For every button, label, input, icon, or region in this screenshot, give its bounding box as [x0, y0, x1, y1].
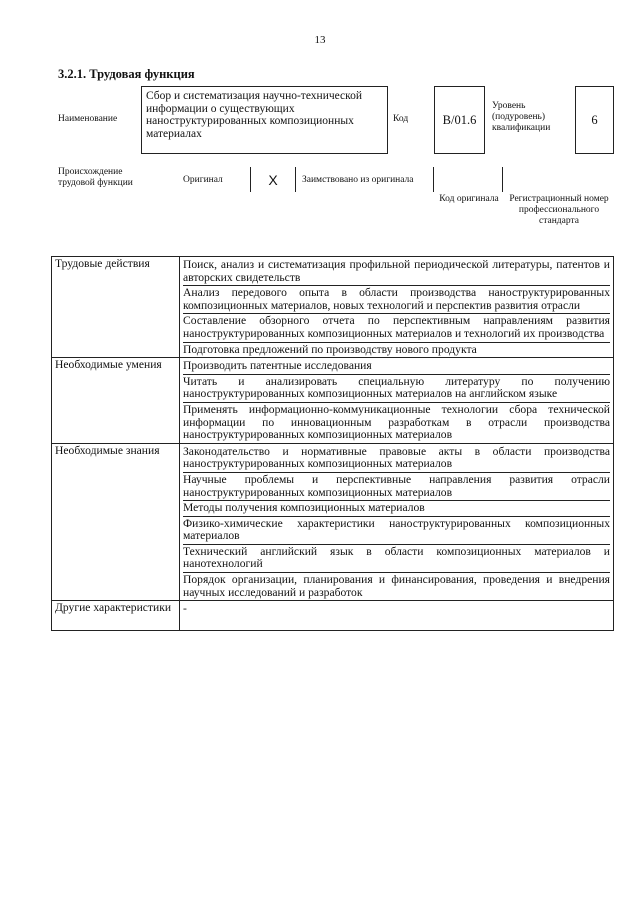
category-label: Другие характеристики	[55, 601, 172, 615]
function-name: Сбор и систематизация научно-технической информации о существующих наноструктурированных композиционных материалах	[146, 90, 363, 140]
list-item: Составление обзорного отчета по перспективным направлениям развития наноструктурированных композиционных материалов и технологий их производства	[183, 314, 610, 342]
items-cell	[180, 358, 614, 444]
table-row	[52, 443, 614, 601]
list-item: Подготовка предложений по производству нового продукта	[183, 342, 477, 356]
category-cell	[52, 358, 180, 444]
items-cell	[180, 443, 614, 601]
level-label: Уровень (подуровень) квалификации	[492, 101, 551, 133]
list-item: Производить патентные исследования	[183, 359, 610, 375]
level-value: 6	[591, 112, 598, 127]
origin-borrowed-cell	[296, 167, 434, 192]
list-item: Законодательство и нормативные правовые акты в области производства наноструктурированных композиционных материалов	[183, 445, 610, 473]
reg-number-cell	[503, 167, 614, 192]
list-item: Порядок организации, планирования и финансирования, проведения и внедрения научных исследований и разработок	[183, 573, 610, 599]
list-item: Методы получения композиционных материалов	[183, 501, 610, 517]
origin-mark-cell	[251, 167, 296, 192]
items-cell	[180, 601, 614, 631]
origin-label: Происхождение трудовой функции	[58, 167, 133, 188]
origin-borrowed: Заимствовано из оригинала	[302, 174, 414, 185]
category-cell	[52, 601, 180, 631]
code-box	[434, 86, 485, 154]
category-label: Необходимые умения	[55, 358, 162, 372]
category-label: Необходимые знания	[55, 443, 160, 457]
caption-reg-number: Регистрационный номер профессионального стандарта	[509, 194, 609, 226]
list-item: Поиск, анализ и систематизация профильной периодической литературы, патентов и авторских свидетельств	[183, 258, 610, 286]
list-item: Физико-химические характеристики наноструктурированных композиционных материалов	[183, 517, 610, 545]
list-item: Применять информационно-коммуникационные технологии сбора технической информации по инновационным разработкам в отрасли производства наноструктурированных композиционных материалов	[183, 402, 610, 442]
list-item: Технический английский язык в области композиционных материалов и нанотехнологий	[183, 545, 610, 573]
origin-row	[177, 167, 614, 192]
caption-code-original: Код оригинала	[439, 194, 499, 204]
origin-original: Оригинал	[183, 174, 223, 185]
function-name-box	[141, 86, 388, 154]
category-cell	[52, 257, 180, 358]
list-item: Научные проблемы и перспективные направления развития отрасли наноструктурированных композиционных материалов	[183, 473, 610, 501]
section-title: 3.2.1. Трудовая функция	[58, 67, 195, 81]
code-value: B/01.6	[442, 112, 477, 127]
list-item: Читать и анализировать специальную литературу по получению наноструктурированных композиционных материалов на английском языке	[183, 375, 610, 403]
list-item: -	[183, 602, 187, 616]
items-cell	[180, 257, 614, 358]
code-label: Код	[393, 114, 409, 124]
table-row	[52, 601, 614, 631]
level-box	[575, 86, 614, 154]
page-number: 13	[314, 34, 326, 46]
table-row	[52, 358, 614, 444]
name-label: Наименование	[58, 114, 118, 124]
category-cell	[52, 443, 180, 601]
origin-mark: X	[268, 171, 278, 188]
origin-original-cell	[177, 167, 251, 192]
category-label: Трудовые действия	[55, 257, 150, 270]
function-table	[51, 256, 614, 631]
code-original-cell	[434, 167, 503, 192]
table-row	[52, 257, 614, 358]
list-item: Анализ передового опыта в области производства наноструктурированных композиционных материалов, новых технологий и перспектив развития отрасли	[183, 286, 610, 314]
